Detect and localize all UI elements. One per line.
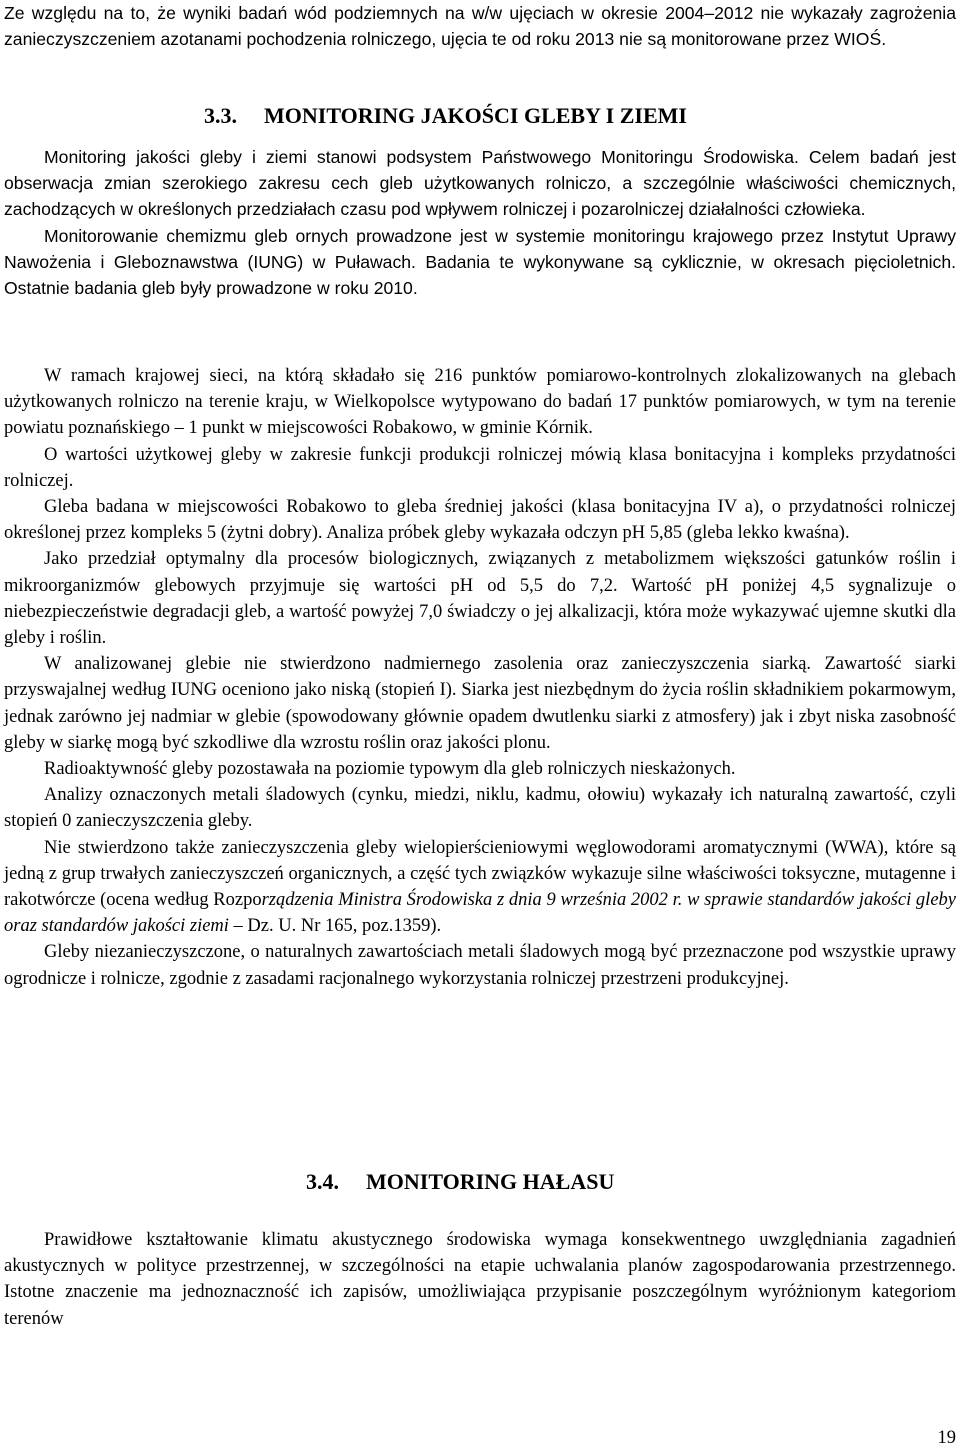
intro-paragraph: Ze względu na to, że wyniki badań wód podziemnych na w/w ujęciach w okresie 2004–2012 nie wykazały zagrożenia zanieczyszczeniem azotanami pochodzenia rolniczego, ujęcia te od roku 2013 nie są monitorowane przez WIOŚ.: [4, 3, 956, 50]
section-number: 3.4.: [306, 1169, 339, 1194]
paragraph-noise-climate: Prawidłowe kształtowanie klimatu akustycznego środowiska wymaga konsekwentnego uwzględniania zagadnień akustycznych w polityce przestrzennej, w szczególności na etapie uchwalania planów zagospodarowania przestrzennego. Istotne znaczenie ma jednoznaczność ich zapisów, umożliwiająca przypisanie poszczególnym wyróżnionym kategoriom terenów: [4, 1230, 956, 1329]
section-3-3-body: [4, 363, 956, 992]
paragraph-iung-monitoring: Monitorowanie chemizmu gleb ornych prowadzone jest w systemie monitoringu krajowego przez Instytut Uprawy Nawożenia i Gleboznawstwa (IUNG) w Puławach. Badania te wykonywane są cyklicznie, w okresach pięcioletnich. Ostatnie badania gleb były prowadzone w roku 2010.: [4, 225, 956, 299]
regulation-reference: – Dz. U. Nr 165, poz.1359).: [228, 916, 442, 937]
section-title: MONITORING JAKOŚCI GLEBY I ZIEMI: [264, 103, 687, 128]
paragraph-ph-range: Jako przedział optymalny dla procesów biologicznych, związanych z metabolizmem większości gatunków roślin i mikroorganizmów glebowych przyjmuje się wartości pH od 5,5 do 7,2. Wartość pH poniżej 4,5 sygnalizuje o niebezpieczeństwie degradacji gleb, a wartość powyżej 7,0 świadczy o jej alkalizacji, która może wykazywać ujemne skutki dla gleby i roślin.: [4, 549, 956, 649]
section-heading-3-3: [204, 102, 687, 130]
section-heading-3-4: [306, 1168, 614, 1196]
regulation-citation: rządzenia Ministra Środowiska z dnia 9 września 2002 r. w sprawie standardów jakości gleby oraz standardów jakości ziemi: [4, 890, 956, 937]
paragraph-soil-quality: Gleba badana w miejscowości Robakowo to gleba średniej jakości (klasa bonitacyjna IV a), o przydatności rolniczej określonej przez kompleks 5 (żytni dobry). Analiza próbek gleby wykazała odczyn pH 5,85 (gleba lekko kwaśna).: [4, 497, 956, 544]
paragraph-clean-soils: Gleby niezanieczyszczone, o naturalnych zawartościach metali śladowych mogą być przeznaczone pod wszystkie uprawy ogrodnicze i rolnicze, zgodnie z zasadami racjonalnego wykorzystania rolniczej przestrzeni produkcyjnej.: [4, 942, 956, 989]
paragraph-soil-value: O wartości użytkowej gleby w zakresie funkcji produkcji rolniczej mówią klasa bonitacyjna i kompleks przydatności rolniczej.: [4, 444, 956, 491]
paragraph-wwa: [4, 835, 956, 940]
paragraph-sulfur: W analizowanej glebie nie stwierdzono nadmiernego zasolenia oraz zanieczyszczenia siarką. Zawartość siarki przyswajalnej według IUNG oceniono jako niską (stopień I). Siarka jest niezbędnym do życia roślin składnikiem pokarmowym, jednak zarówno jej nadmiar w glebie (spowodowany głównie opadem dwutlenku siarki z atmosfery) jak i zbyt niska zasobność gleby w siarkę mogą być szkodliwe dla wzrostu roślin oraz jakości plonu.: [4, 654, 956, 753]
paragraph-trace-metals: Analizy oznaczonych metali śladowych (cynku, miedzi, niklu, kadmu, ołowiu) wykazały ich naturalną zawartość, czyli stopień 0 zanieczyszczenia gleby.: [4, 785, 956, 832]
wwa-text: Nie stwierdzono także zanieczyszczenia gleby wielopierścieniowymi węglowodorami aromatycznymi (WWA), które są jedną z grup trwałych zanieczyszczeń organicznych, a część tych związków wykazuje silne właściwości toksyczne, mutagenne i rakotwórcze (ocena według Rozpo: [4, 837, 956, 911]
section-number: 3.3.: [204, 103, 237, 128]
paragraph-radioactivity: Radioaktywność gleby pozostawała na poziomie typowym dla gleb rolniczych nieskażonych.: [44, 759, 736, 780]
section-title: MONITORING HAŁASU: [366, 1169, 615, 1194]
page-number: 19: [937, 1428, 956, 1448]
paragraph-robakowo-point: W ramach krajowej sieci, na którą składało się 216 punktów pomiarowo-kontrolnych zlokalizowanych na glebach użytkowanych rolniczo na terenie kraju, w Wielkopolsce wytypowano do badań 17 punktów pomiarowych, w tym na terenie powiatu poznańskiego – 1 punkt w miejscowości Robakowo, w gminie Kórnik.: [4, 366, 956, 439]
paragraph-monitoring-purpose: Monitoring jakości gleby i ziemi stanowi podsystem Państwowego Monitoringu Środowiska. Celem badań jest obserwacja zmian szerokiego zakresu cech gleb użytkowanych rolniczo, a szczególnie właściwości chemicznych, zachodzących w określonych przedziałach czasu pod wpływem rolniczej i pozarolniczej działalności człowieka.: [4, 147, 956, 220]
section-3-3-lead: [4, 144, 956, 301]
section-3-4-body: [4, 1227, 956, 1332]
